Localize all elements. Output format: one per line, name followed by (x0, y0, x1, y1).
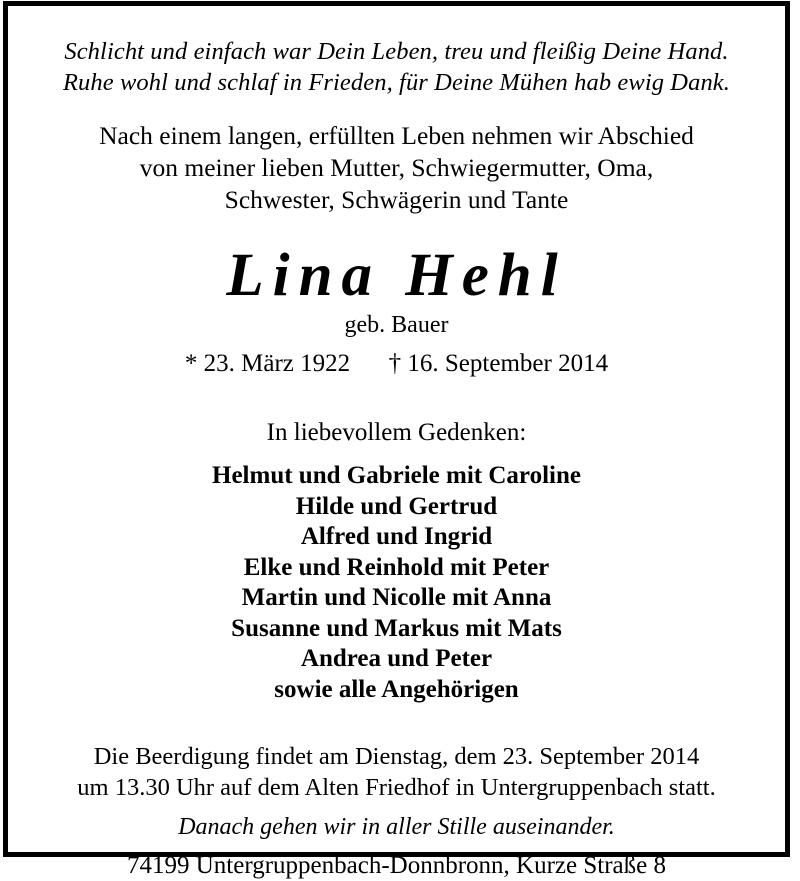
intro-line-1: Nach einem langen, erfüllten Leben nehmen wir Abschied (99, 121, 694, 150)
mourner-line: Alfred und Ingrid (300, 523, 493, 550)
intro-line-2: von meiner lieben Mutter, Schwiegermutter, Oma, (139, 153, 654, 182)
mourner-line: Hilde und Gertrud (295, 492, 498, 520)
mourner-line: Andrea und Peter (300, 645, 493, 672)
memorial-heading: In liebevollem Gedenken: (266, 419, 527, 446)
mourner-line: Helmut und Gabriele mit Caroline (212, 462, 581, 489)
funeral-details (32, 741, 761, 881)
epitaph-verse (32, 36, 761, 98)
introduction-text (32, 120, 761, 216)
memorial-block (32, 417, 761, 705)
verse-line-1: Schlicht und einfach war Dein Leben, treu und fleißig Deine Hand. (64, 38, 729, 65)
deceased-name: Lina Hehl (226, 242, 567, 309)
death-cross-icon: † (388, 350, 402, 377)
mourner-line: Susanne und Markus mit Mats (231, 614, 562, 642)
maiden-name: geb. Bauer (344, 312, 449, 338)
birth-star-icon: * (184, 350, 198, 377)
closing-note: Danach gehen wir in aller Stille auseinander. (178, 814, 615, 840)
mourner-line: Elke und Reinhold mit Peter (243, 553, 550, 581)
deceased-name-block (32, 242, 761, 340)
verse-line-2: Ruhe wohl und schlaf in Frieden, für Deine Mühen hab ewig Dank. (62, 69, 730, 96)
obituary-notice-frame (3, 1, 790, 879)
funeral-line-2: um 13.30 Uhr auf dem Alten Friedhof in Untergruppenbach statt. (77, 774, 716, 801)
mourner-line: sowie alle Angehörigen (274, 675, 519, 703)
funeral-line-1: Die Beerdigung findet am Dienstag, dem 23. September 2014 (93, 743, 700, 770)
mourners-list (32, 461, 761, 705)
intro-line-3: Schwester, Schwägerin und Tante (224, 185, 569, 214)
obituary-content (8, 6, 785, 879)
mourner-line: Martin und Nicolle mit Anna (241, 584, 552, 611)
life-dates (32, 348, 761, 379)
address-line: 74199 Untergruppenbach-Donnbronn, Kurze Straße 8 (127, 852, 666, 879)
death-date: 16. September 2014 (407, 350, 609, 377)
birth-date: 23. März 1922 (203, 350, 351, 377)
